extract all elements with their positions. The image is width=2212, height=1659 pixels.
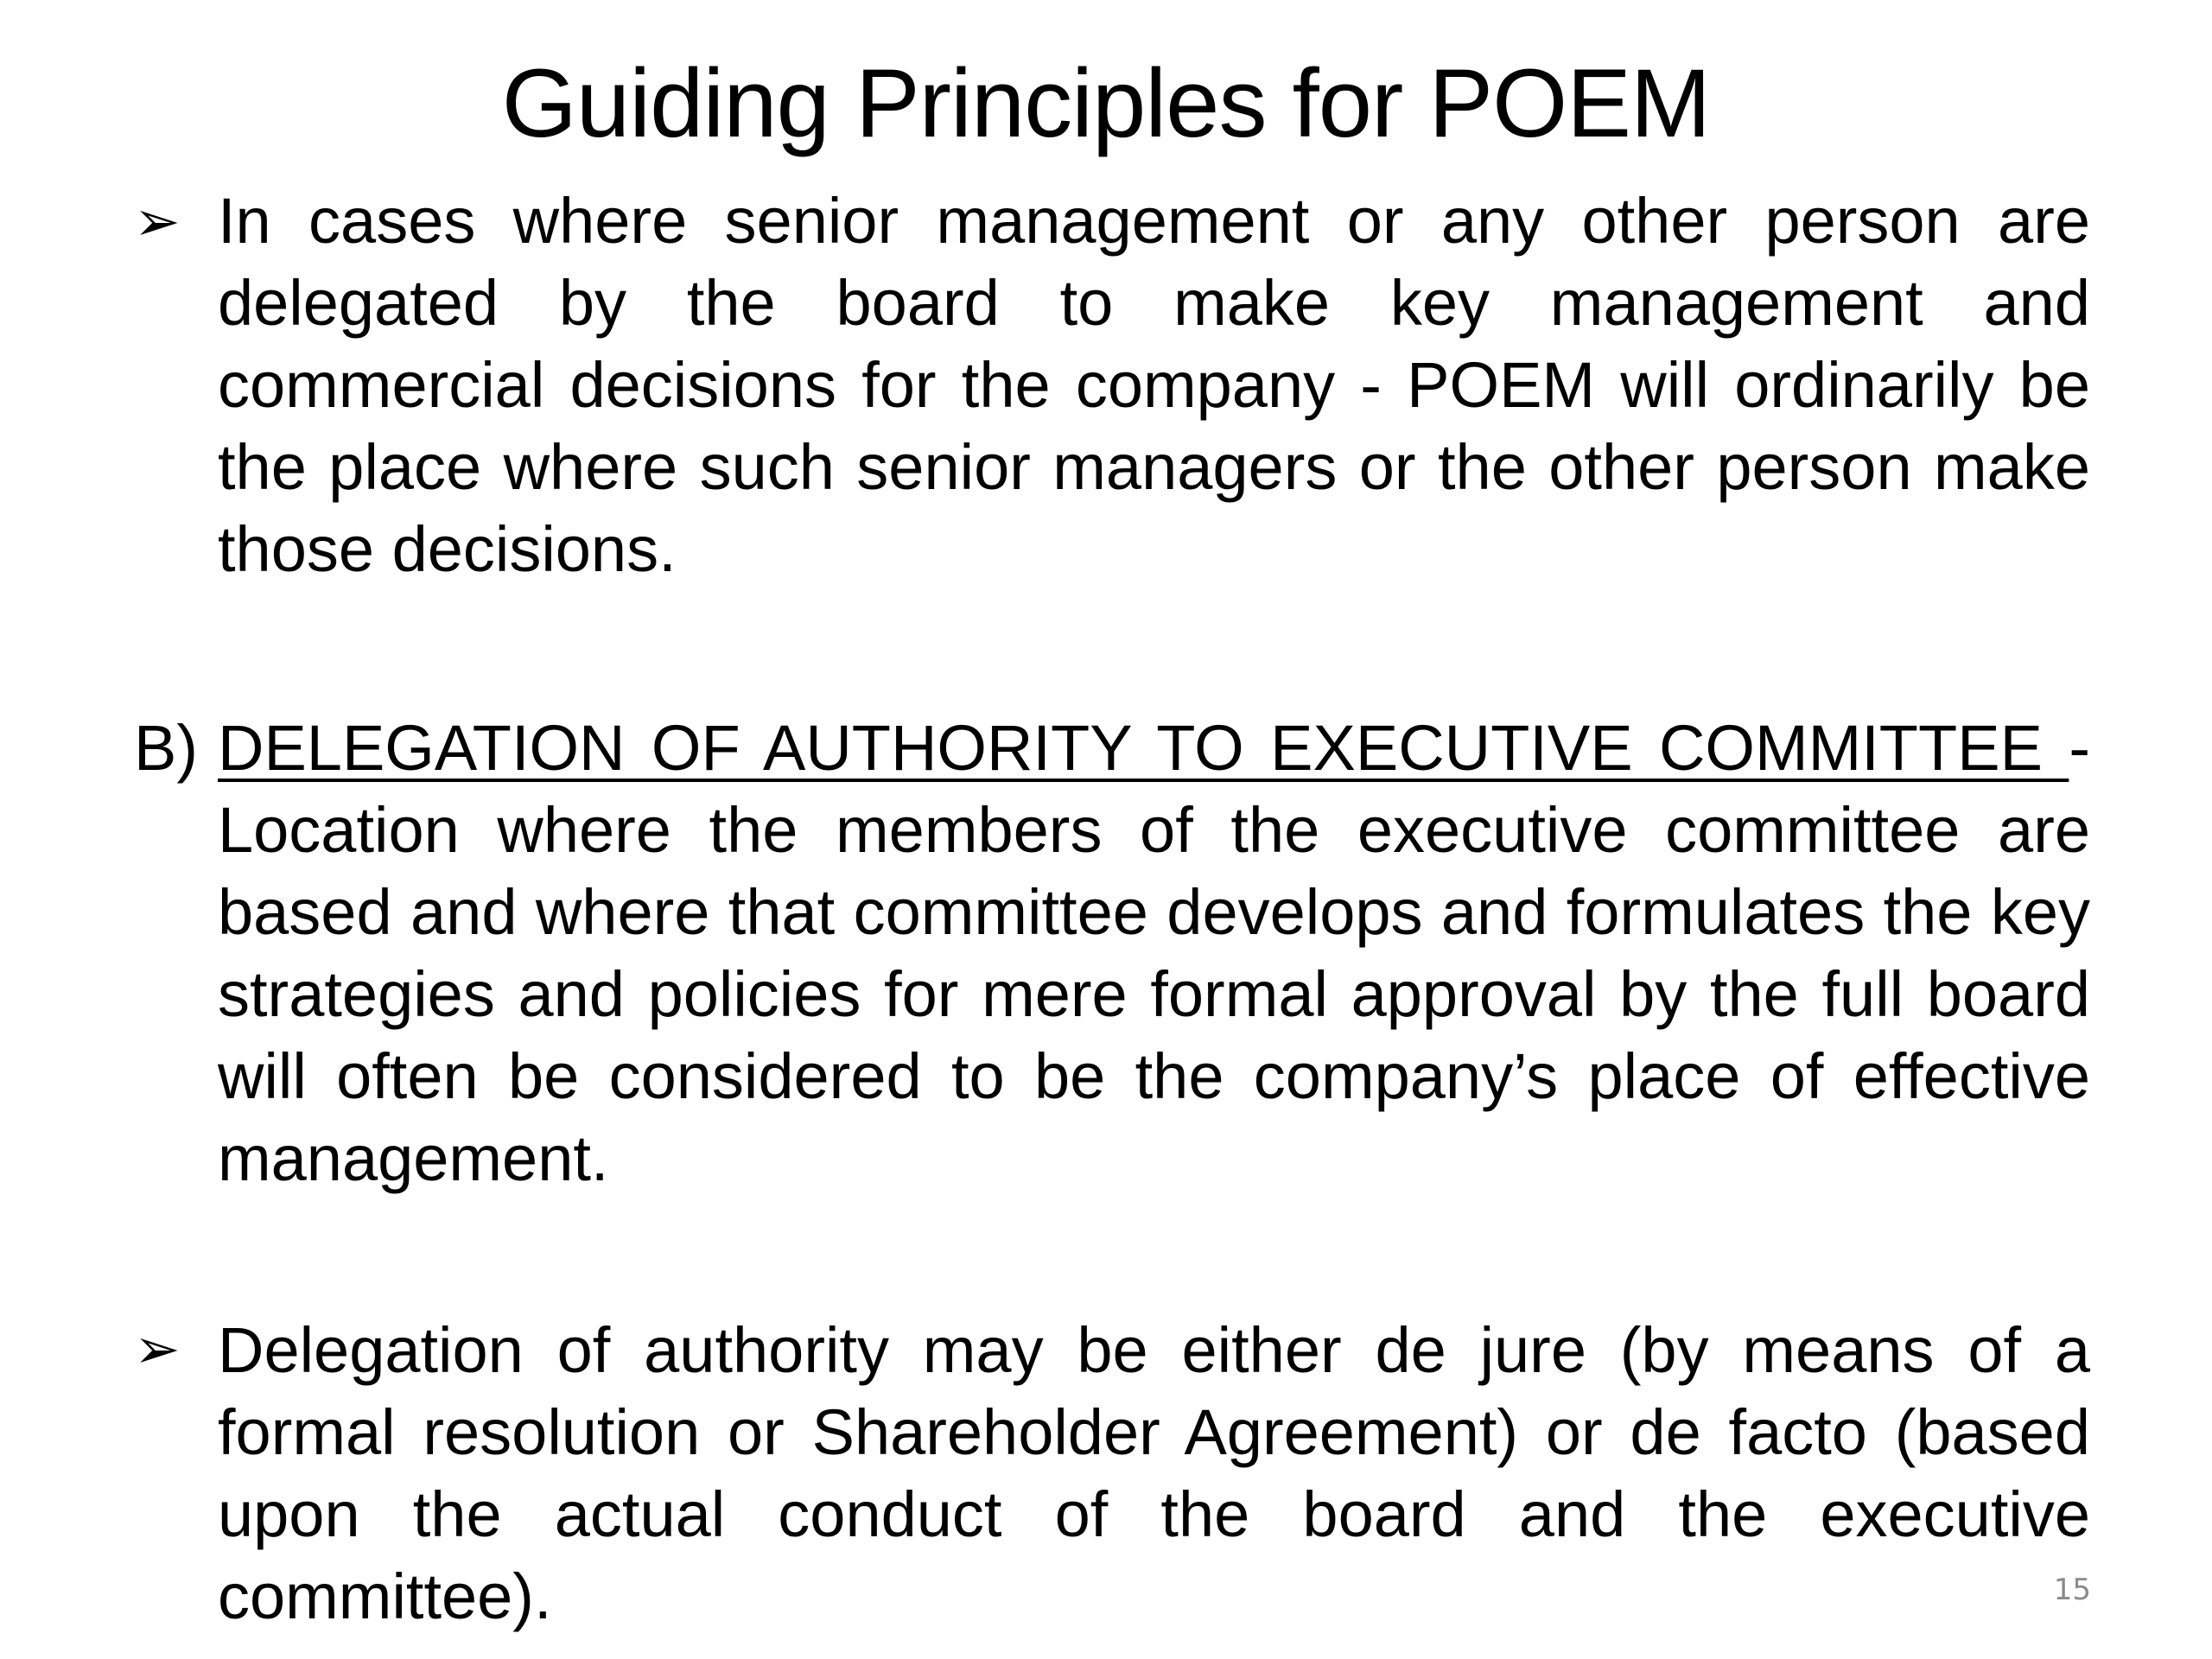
bullet-arrow-icon: ➢ [134, 190, 181, 254]
section-b-paragraph [218, 707, 2090, 1199]
bullet-paragraph-1: In cases where senior management or any other person are delegated by the board to make key management and commercial decisions for the company - POEM will ordinarily be the place where such senior managers or the other person make those decisions. [218, 185, 2090, 585]
section-b-marker: B) [134, 712, 198, 784]
bullet-paragraph-2: Delegation of authority may be either de jure (by means of a formal resolution or Shareholder Agreement) or de facto (based upon the actual conduct of the board and the executive committee). [218, 1314, 2090, 1632]
page-number: 15 [2053, 1573, 2091, 1607]
section-b-body: - Location where the members of the executive committee are based and where that committee develops and formulates the key strategies and policies for mere formal approval by the full board will often be considered to be the company’s place of effective management. [218, 712, 2090, 1194]
bullet-arrow-icon: ➢ [134, 1318, 181, 1382]
slide-title: Guiding Principles for POEM [501, 49, 1711, 157]
section-b-heading: DELEGATION OF AUTHORITY TO EXECUTIVE COMMITTEE [218, 712, 2069, 784]
